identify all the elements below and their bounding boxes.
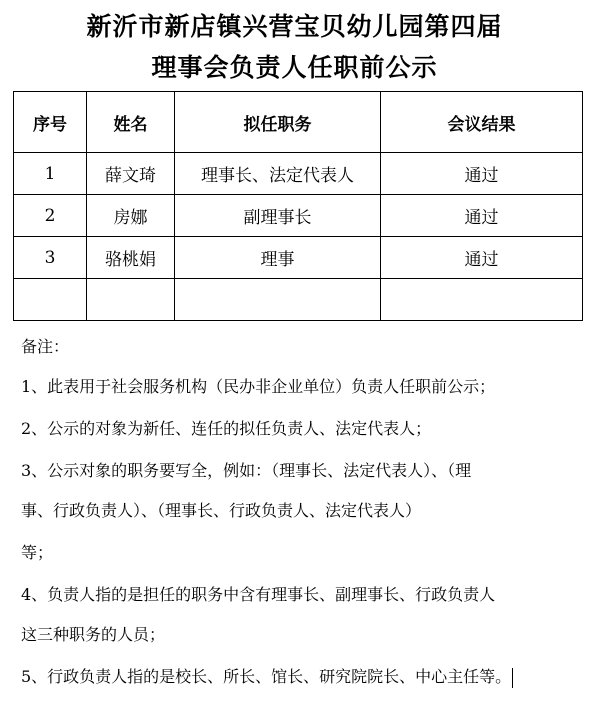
note-line-8-wrap [21, 664, 513, 688]
header-position: 拟任职务 [175, 92, 381, 153]
cell-name: 骆桃娟 [87, 237, 175, 279]
cell-position: 理事长、法定代表人 [175, 153, 381, 195]
note-line-8: 5、行政负责人指的是校长、所长、馆长、研究院院长、中心主任等。 [21, 667, 512, 686]
appointment-table [13, 91, 583, 321]
table-row-empty [14, 279, 583, 321]
table-row [14, 237, 583, 279]
cell-name: 薛文琦 [87, 153, 175, 195]
cell-position: 副理事长 [175, 195, 381, 237]
cell-serial-number: 3 [14, 237, 87, 279]
header-name: 姓名 [87, 92, 175, 153]
page-title-line-2: 理事会负责人任职前公示 [151, 53, 438, 82]
note-line-3: 3、公示对象的职务要写全，例如：（理事长、法定代表人）、（理 [21, 461, 472, 480]
cell-name: 房娜 [87, 195, 175, 237]
cell-position: 理事 [175, 237, 381, 279]
note-line-2: 2、公示的对象为新任、连任的拟任负责人、法定代表人； [21, 419, 432, 438]
table-row [14, 195, 583, 237]
cell-serial-number [14, 279, 87, 321]
table-row [14, 153, 583, 195]
cell-meeting-result: 通过 [381, 195, 583, 237]
notes-label: 备注： [21, 337, 70, 356]
cell-serial-number: 1 [14, 153, 87, 195]
header-serial-number: 序号 [14, 92, 87, 153]
header-meeting-result: 会议结果 [381, 92, 583, 153]
cell-position [175, 279, 381, 321]
cell-name [87, 279, 175, 321]
table-header-row [14, 92, 583, 153]
note-line-1: 1、此表用于社会服务机构（民办非企业单位）负责人任职前公示； [21, 377, 496, 396]
cell-serial-number: 2 [14, 195, 87, 237]
cell-meeting-result [381, 279, 583, 321]
note-line-4: 事、行政负责人）、（理事长、行政负责人、法定代表人） [21, 501, 422, 520]
text-cursor [512, 668, 513, 688]
note-line-6: 4、负责人指的是担任的职务中含有理事长、副理事长、行政负责人 [21, 585, 496, 604]
note-line-5: 等； [21, 543, 54, 562]
page-title-line-1: 新沂市新店镇兴营宝贝幼儿园第四届 [86, 12, 503, 41]
cell-meeting-result: 通过 [381, 153, 583, 195]
cell-meeting-result: 通过 [381, 237, 583, 279]
note-line-7: 这三种职务的人员； [21, 625, 166, 644]
